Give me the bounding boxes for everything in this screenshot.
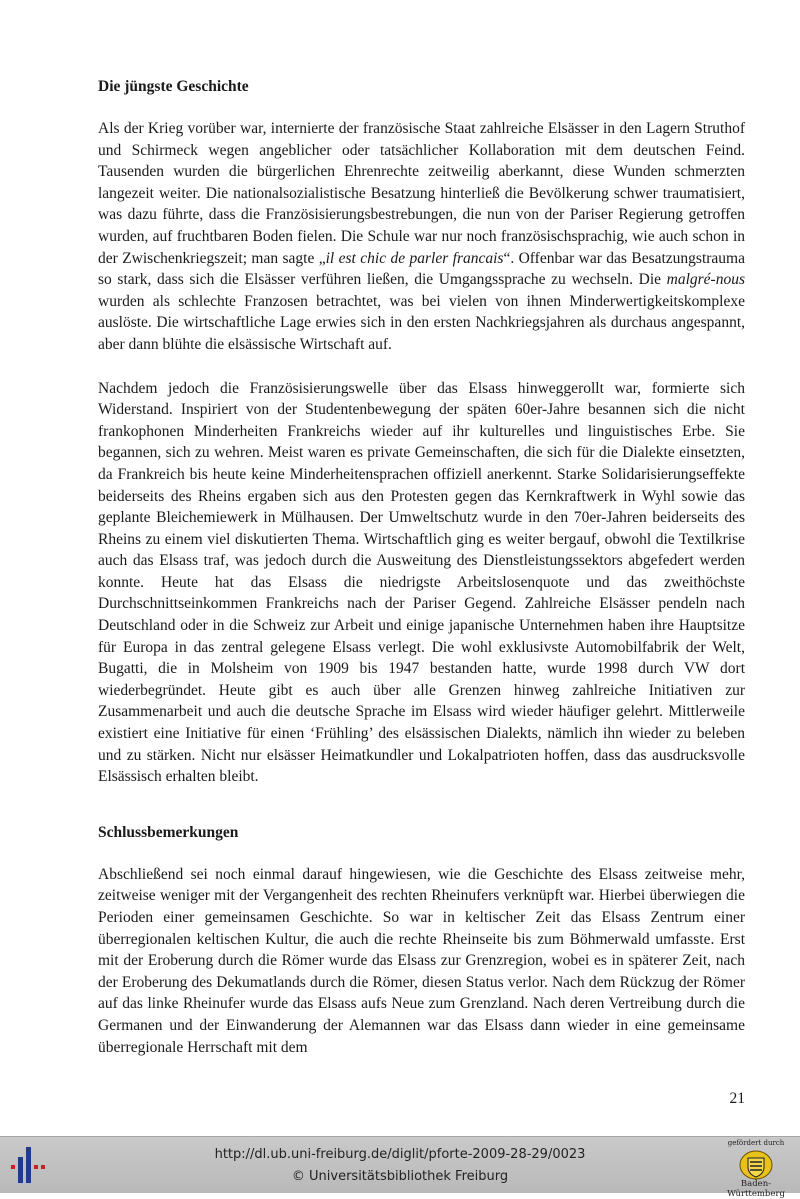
quote-italic: il est chic de parler francais <box>325 249 504 267</box>
paragraph-conclusion: Abschließend sei noch einmal darauf hingewiesen, wie die Geschichte des Elsass zeitweise mehr, zeitweise weniger mit der Vergangenheit des rechten Rheinufers verknüpft war. Hierbei überwiegen die Perioden einer gemeinsamen Geschichte. So war in keltischer Zeit das Elsass Zentrum einer überregionalen keltischen Kultur, die auch die rechte Rheinseite bis zum Böhmerwald umfasste. Erst mit der Eroberung durch die Römer wurde das Elsass zur Grenzregion, wobei es in späterer Zeit, nach der Eroberung des Dekumatlands durch die Römer, diesen Status verlor. Nach dem Rückzug der Römer auf das linke Rheinufer wurde das Elsass aufs Neue zum Grenzland. Nach deren Vertreibung durch die Germanen und der Einwanderung der Alemannen war das Elsass dann wieder in eine gemeinsame überregionale Herrschaft mit dem <box>98 865 745 1056</box>
sponsor-badge <box>720 1139 792 1199</box>
paragraph-text: Als der Krieg vorüber war, internierte der französische Staat zahlreiche Elsässer in den Lagern Struthof und Schirmeck wegen angeblicher oder tatsächlicher Kollaboration mit dem deutschen Feind. Tausenden wurden die bürgerlichen Ehrenrechte zeitweilig aberkannt, diese Wunden schmerzten langezeit weiter. Die nationalsozialistische Besatzung hinterließ die Bevölkerung schwer traumatisiert, was dazu führte, dass die Französisierungsbestrebungen, die nun von der Pariser Regierung getroffen wurden, auf fruchtbaren Boden fielen. Die Schule war nur noch französischsprachig, wie auch schon in der Zwischenkriegszeit; man sagte „ <box>98 120 745 267</box>
sponsor-state: Baden-Württemberg <box>727 1179 785 1199</box>
coat-of-arms-icon <box>739 1150 773 1180</box>
viewer-footer <box>0 1136 800 1199</box>
copyright-notice: © Universitätsbibliothek Freiburg <box>291 1169 509 1184</box>
permalink-url[interactable]: http://dl.ub.uni-freiburg.de/diglit/pforte-2009-28-29/0023 <box>214 1147 586 1162</box>
paragraph-postwar <box>98 118 745 356</box>
section-heading-recent-history: Die jüngste Geschichte <box>98 78 249 95</box>
section-heading-conclusion: Schlussbemerkungen <box>98 823 239 841</box>
page-number: 21 <box>729 1090 745 1107</box>
term-italic: malgré-nous <box>666 271 745 289</box>
sponsor-label: gefördert durch <box>727 1139 785 1147</box>
paragraph-text: “. Offenbar war das Besatzungstrauma so stark, dass sich die Elsässer verführen ließen, die Umgangssprache zu wechseln. Die <box>98 249 745 289</box>
page-content <box>98 76 745 1058</box>
paragraph-text: wurden als schlechte Franzosen betrachtet, was bei vielen von ihnen Minderwertigkeitskomplexe auslöste. Die wirtschaftliche Lage erwies sich in den ersten Nachkriegsjahren als durchaus angespannt, aber dann blühte die elsässische Wirtschaft auf. <box>98 292 745 353</box>
paragraph-resistance: Nachdem jedoch die Französisierungswelle über das Elsass hinweggerollt war, formierte sich Widerstand. Inspiriert von der Studentenbewegung der späten 60er-Jahre besannen sich die nicht frankophonen Minderheiten Frankreichs wieder auf ihr kulturelles und linguistisches Erbe. Sie begannen, sich zu wehren. Meist waren es private Gemeinschaften, die sich für die Dialekte einsetzten, da Frankreich bis heute keine Minderheitensprachen offiziell anerkennt. Starke Solidarisierungseffekte beiderseits des Rheins ergaben sich aus den Protesten gegen das Kernkraftwerk in Wyhl sowie das geplante Bleichemiewerk in Mülhausen. Der Umweltschutz wurde in den 70er-Jahren beiderseits des Rheins zu einem viel diskutierten Thema. Wirtschaftlich ging es weiter bergauf, obwohl die Textilkrise auch das Elsass traf, was jedoch durch die Ausweitung des Dienstleistungssektors abgefedert werden konnte. Heute hat das Elsass die niedrigste Arbeitslosenquote und das zweithöchste Durchschnittseinkommen Frankreichs nach der Pariser Gegend. Zahlreiche Elsässer pendeln nach Deutschland oder in die Schweiz zur Arbeit und einige japanische Unternehmen haben ihre Hauptsitze für Europa in das zentral gelegene Elsass verlegt. Die wohl exklusivste Automobilfabrik der Welt, Bugatti, die in Molsheim von 1909 bis 1947 bestanden hatte, wurde 1998 durch VW dort wiederbegründet. Heute gibt es auch über alle Grenzen hinweg zahlreiche Initiativen zur Zusammenarbeit und auch die deutsche Sprache im Elsass wird wieder häufiger gelehrt. Mittlerweile existiert eine Initiative für einen ‘Frühling’ des elsässischen Dialekts, nämlich ihn wieder zu beleben und zu stärken. Nicht nur elsässer Heimatkundler und Lokalpatrioten hoffen, dass das ausdrucksvolle Elsässisch erhalten bleibt. <box>98 379 745 786</box>
